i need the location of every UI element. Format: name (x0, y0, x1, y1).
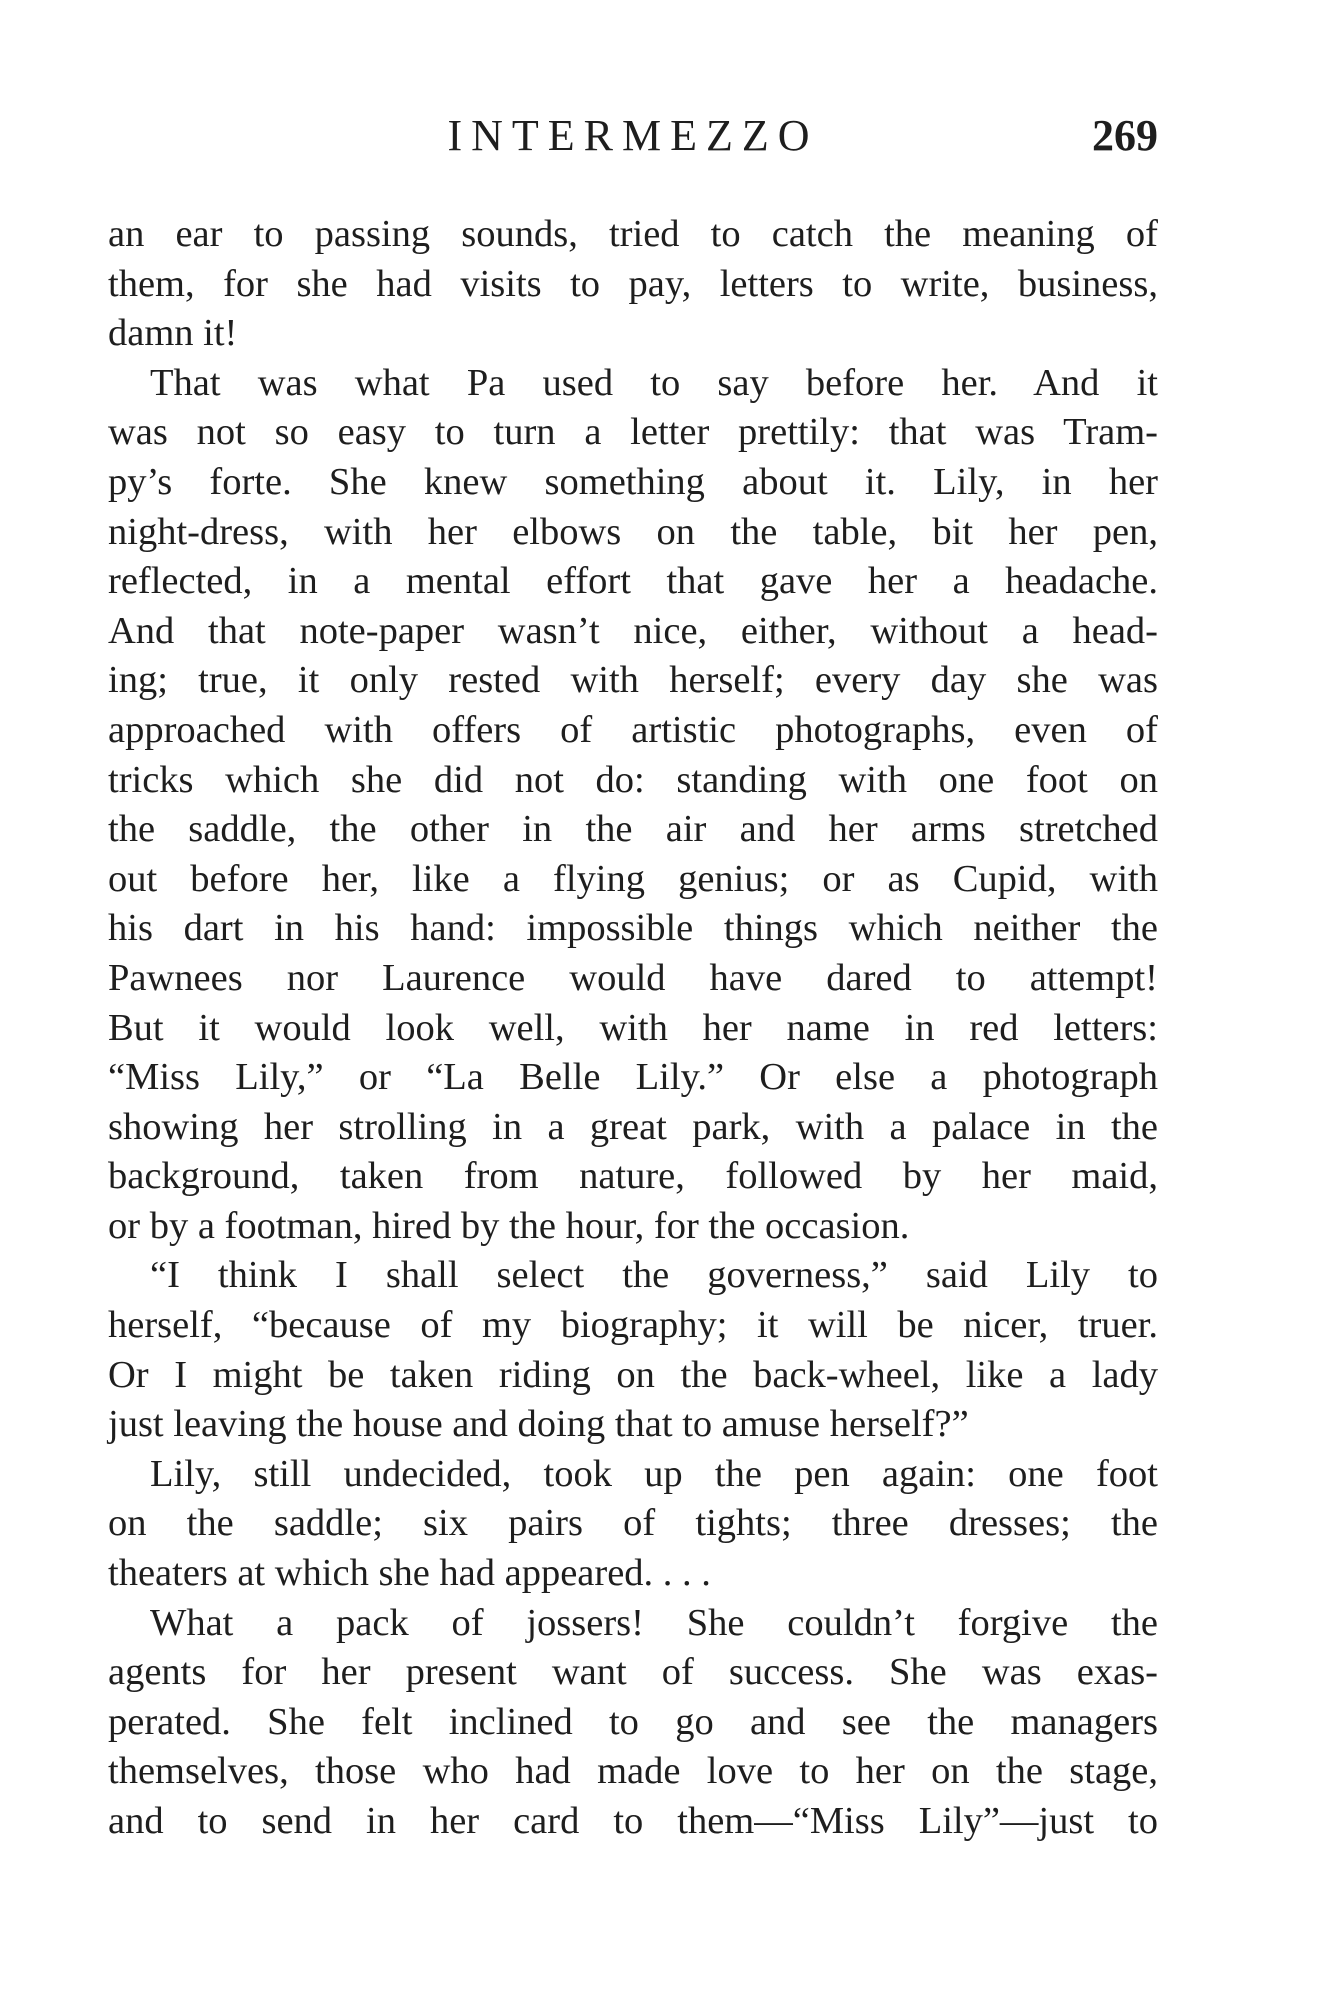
text-line: was not so easy to turn a letter prettily: that was Tram- (108, 411, 1158, 454)
text-line: or by a footman, hired by the hour, for the occasion. (108, 1204, 910, 1247)
page-header (108, 110, 1158, 170)
text-line: perated. She felt inclined to go and see the managers (108, 1700, 1158, 1743)
text-line: “Miss Lily,” or “La Belle Lily.” Or else a photograph (108, 1056, 1158, 1099)
text-line: Pawnees nor Laurence would have dared to attempt! (108, 956, 1158, 999)
text-line: Or I might be taken riding on the back-wheel, like a lady (108, 1353, 1158, 1396)
text-line: showing her strolling in a great park, with a palace in the (108, 1105, 1158, 1148)
text-line: py’s forte. She knew something about it. Lily, in her (108, 460, 1158, 503)
page-number: 269 (1092, 111, 1158, 160)
text-line: and to send in her card to them—“Miss Lily”—just to (108, 1800, 1158, 1842)
text-line: tricks which she did not do: standing with one foot on (108, 758, 1158, 801)
text-line: on the saddle; six pairs of tights; three dresses; the (108, 1502, 1158, 1545)
text-line: What a pack of jossers! She couldn’t forgive the (150, 1601, 1158, 1644)
text-line: them, for she had visits to pay, letters to write, business, (108, 262, 1158, 305)
text-line: background, taken from nature, followed by her maid, (108, 1155, 1158, 1198)
text-line: herself, “because of my biography; it will be nicer, truer. (108, 1304, 1158, 1347)
text-line: night-dress, with her elbows on the table, bit her pen, (108, 510, 1158, 553)
text-line: And that note-paper wasn’t nice, either, without a head- (108, 609, 1158, 652)
text-line: reflected, in a mental effort that gave her a headache. (108, 560, 1158, 603)
text-line: approached with offers of artistic photographs, even of (108, 708, 1158, 751)
text-line: That was what Pa used to say before her. And it (150, 361, 1158, 404)
text-line: But it would look well, with her name in red letters: (108, 1006, 1158, 1049)
text-line: just leaving the house and doing that to amuse herself?” (108, 1403, 969, 1446)
text-line: out before her, like a flying genius; or as Cupid, with (108, 857, 1158, 900)
text-line: ing; true, it only rested with herself; every day she was (108, 659, 1158, 702)
text-line: damn it! (108, 312, 238, 355)
body-text (108, 210, 1158, 1847)
running-head: INTERMEZZO (447, 111, 819, 160)
text-line: Lily, still undecided, took up the pen again: one foot (150, 1452, 1158, 1495)
text-line: an ear to passing sounds, tried to catch the meaning of (108, 213, 1158, 255)
text-line: “I think I shall select the governess,” said Lily to (150, 1254, 1158, 1297)
text-line: the saddle, the other in the air and her arms stretched (108, 808, 1158, 851)
text-line: his dart in his hand: impossible things which neither the (108, 907, 1158, 950)
text-line: theaters at which she had appeared. . . . (108, 1552, 711, 1595)
text-line: themselves, those who had made love to her on the stage, (108, 1750, 1158, 1793)
text-line: agents for her present want of success. She was exas- (108, 1651, 1158, 1694)
